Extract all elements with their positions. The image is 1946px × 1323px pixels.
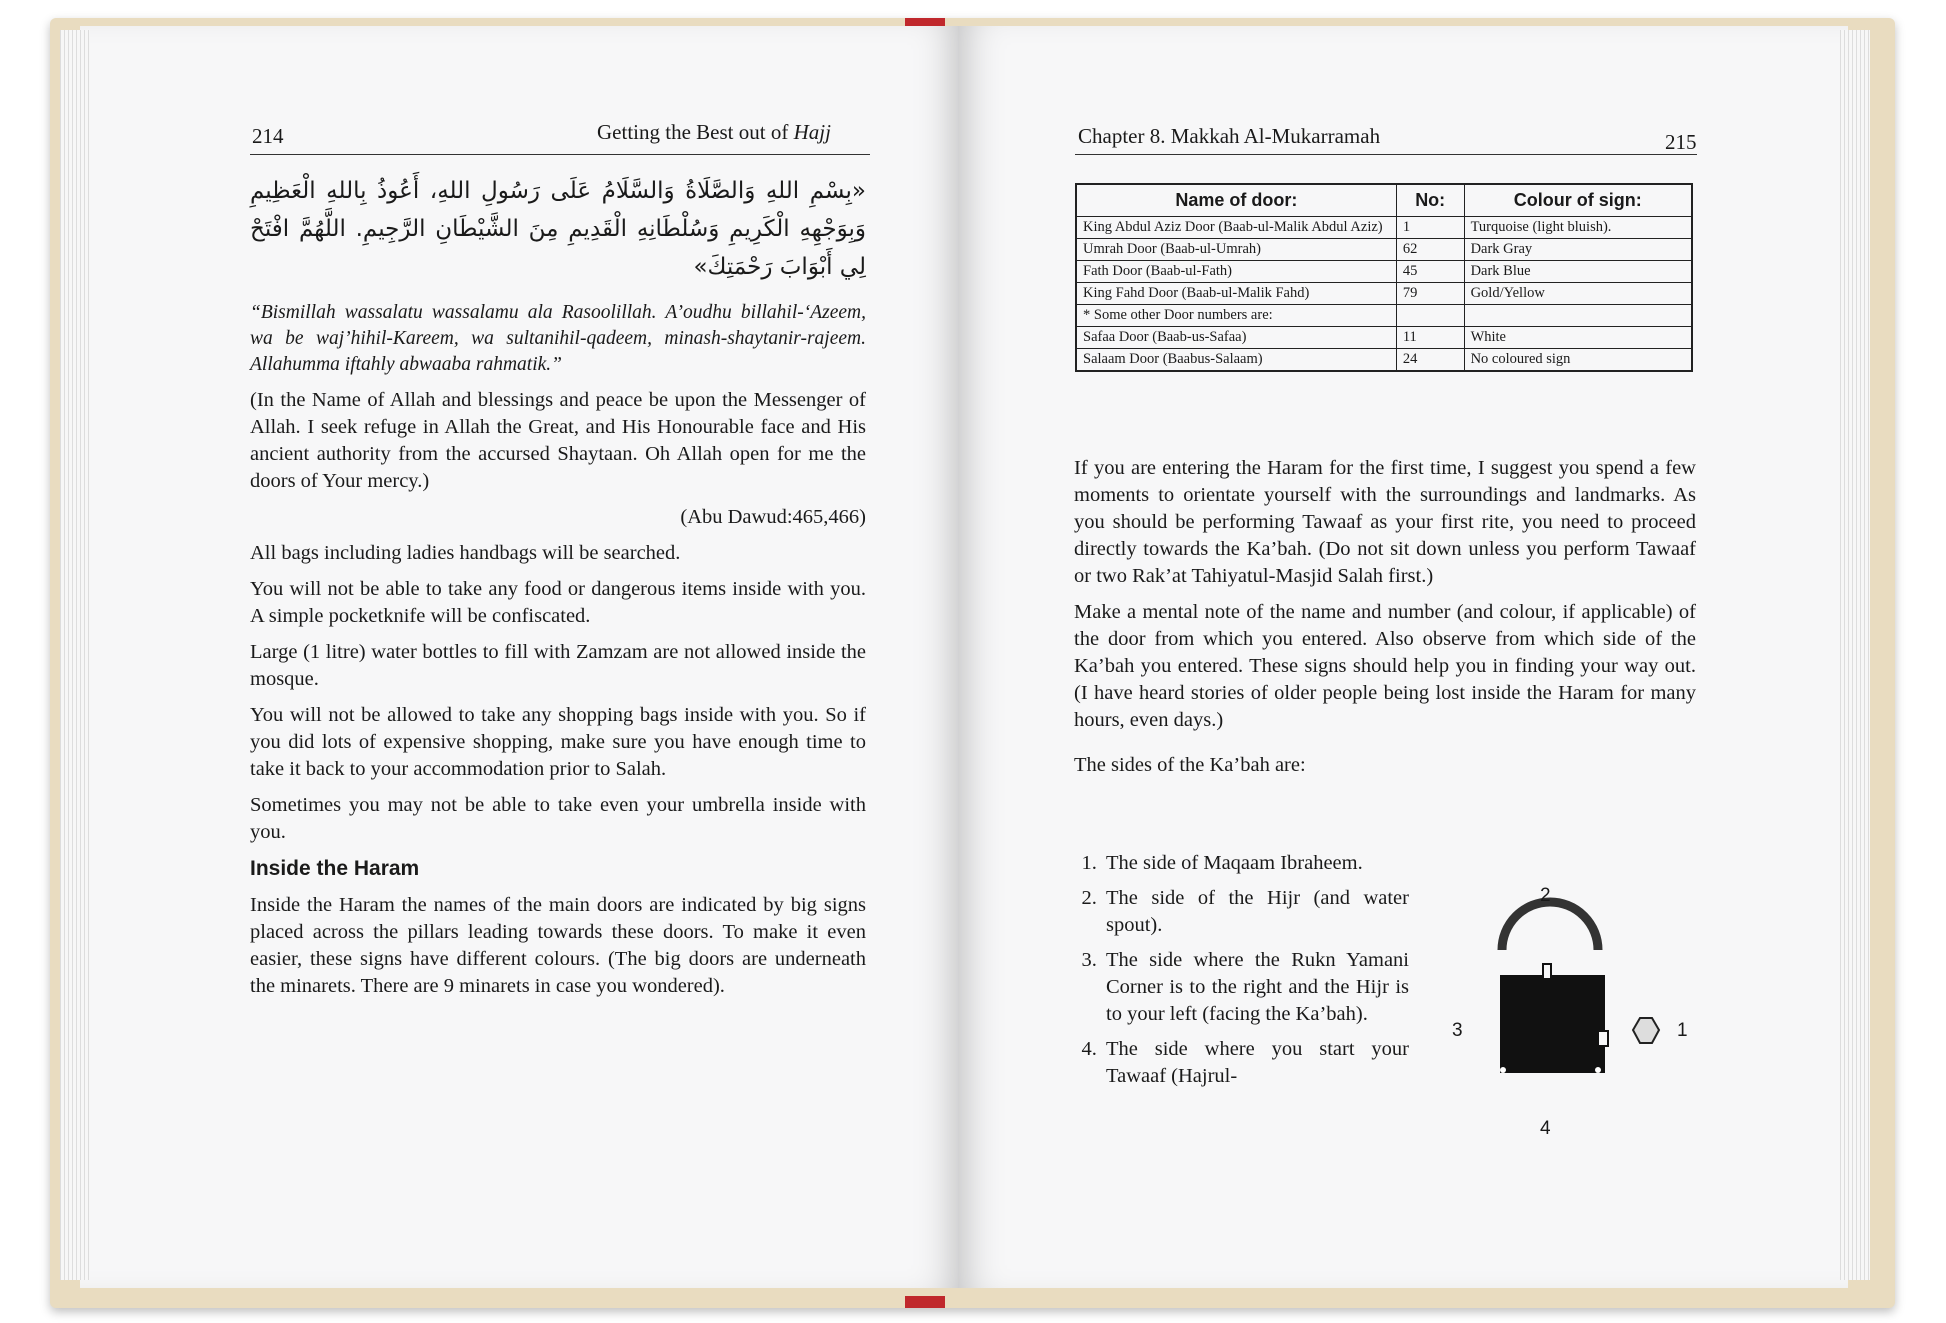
- hadith-reference: (Abu Dawud:465,466): [680, 506, 866, 528]
- right-page-body: [1074, 455, 1696, 788]
- paragraph-mental-note: Make a mental note of the name and number (and colour, if applicable) of the door from which you entered. Also observe from which side of the Ka’bah you entered. These signs should help you in finding your way out. (I have heard stories of older people being lost inside the Haram for many hours, even days.): [1074, 601, 1696, 731]
- sides-list-wrap: [1074, 850, 1409, 1098]
- door-colour-cell: Dark Gray: [1464, 239, 1692, 261]
- paragraph-food: You will not be able to take any food or dangerous items inside with you. A simple pocketknife will be confiscated.: [250, 578, 866, 627]
- paragraph-water: Large (1 litre) water bottles to fill with Zamzam are not allowed inside the mosque.: [250, 641, 866, 690]
- paragraph-inside-haram: Inside the Haram the names of the main doors are indicated by big signs placed across the pillars leading towards these doors. To make it even easier, these signs have different colours. (The big doors are underneath the minarets. There are 9 minarets in case you wondered).: [250, 894, 866, 997]
- door-table-row: [1076, 217, 1692, 239]
- left-page-body: [250, 172, 866, 1009]
- left-page-number: 214: [252, 124, 284, 148]
- door-colour-cell: Gold/Yellow: [1464, 283, 1692, 305]
- maqaam-ibraheem-icon: [1633, 1018, 1659, 1043]
- diagram-label-4: 4: [1540, 1118, 1551, 1139]
- door-table-row: [1076, 349, 1692, 372]
- kabah-door: [1598, 1031, 1608, 1046]
- diagram-label-2: 2: [1540, 885, 1551, 906]
- subheading-inside-haram: Inside the Haram: [250, 857, 420, 880]
- door-number-cell: 11: [1396, 327, 1464, 349]
- door-number-cell: 62: [1396, 239, 1464, 261]
- diagram-label-3: 3: [1452, 1020, 1463, 1041]
- arabic-prayer: «بِسْمِ اللهِ وَالصَّلَاةُ وَالسَّلَامُ عَلَى رَسُولِ اللهِ، أَعُوذُ بِاللهِ الْعَظِيمِ وَبِوَجْهِهِ الْكَرِيمِ وَسُلْطَانِهِ الْقَدِيمِ مِنَ الشَّيْطَانِ الرَّجِيمِ. اللَّهُمَّ افْتَحْ لِي أَبْوَابَ رَحْمَتِكَ»: [250, 178, 866, 280]
- black-stone-marker: [1595, 1067, 1601, 1073]
- diagram-label-1: 1: [1677, 1020, 1688, 1041]
- door-colour-cell: [1464, 305, 1692, 327]
- paragraph-entering: If you are entering the Haram for the first time, I suggest you spend a few moments to orientate yourself with the surroundings and landmarks. As you should be performing Tawaaf as your first rite, you need to proceed directly towards the Ka’bah. (Do not sit down unless you perform Tawaaf or two Rak’at Tahiyatul-Masjid Salah first.): [1074, 457, 1696, 587]
- door-colour-cell: Dark Blue: [1464, 261, 1692, 283]
- paragraph-shopping: You will not be allowed to take any shopping bags inside with you. So if you did lots of expensive shopping, make sure you have enough time to take it back to your accommodation prior to Salah.: [250, 704, 866, 780]
- door-colour-cell: No coloured sign: [1464, 349, 1692, 372]
- door-number-cell: 24: [1396, 349, 1464, 372]
- door-name-cell: Umrah Door (Baab-ul-Umrah): [1076, 239, 1396, 261]
- corner-marker: [1500, 1067, 1506, 1073]
- door-table-row: [1076, 305, 1692, 327]
- left-running-header: Getting the Best out of Hajj: [597, 120, 831, 144]
- kabah-side-item: 4. The side where you start your Tawaaf (Hajrul-: [1102, 1036, 1409, 1090]
- door-table-row: [1076, 239, 1692, 261]
- spine-bottom: [905, 1296, 945, 1308]
- door-name-cell: Salaam Door (Baabus-Salaam): [1076, 349, 1396, 372]
- kabah-side-item: 3. The side where the Rukn Yamani Corner is to the right and the Hijr is to your left (facing the Ka’bah).: [1102, 947, 1409, 1028]
- door-table-row: [1076, 261, 1692, 283]
- door-table: [1075, 183, 1693, 372]
- door-name-cell: Fath Door (Baab-ul-Fath): [1076, 261, 1396, 283]
- left-header-rule: [250, 154, 870, 155]
- sides-list: [1074, 850, 1409, 1090]
- transliteration: “Bismillah wassalatu wassalamu ala Rasoolillah. A’oudhu billahil-‘Azeem, wa be waj’hihil-Kareem, wa sultanihil-qadeem, minash-shaytanir-rajeem. Allahumma iftahly abwaaba rahmatik.”: [250, 302, 866, 375]
- door-colour-cell: Turquoise (light bluish).: [1464, 217, 1692, 239]
- paragraph-umbrella: Sometimes you may not be able to take even your umbrella inside with you.: [250, 794, 866, 843]
- col-header-no: No:: [1396, 184, 1464, 217]
- door-name-cell: Safaa Door (Baab-us-Safaa): [1076, 327, 1396, 349]
- sides-intro: The sides of the Ka’bah are:: [1074, 754, 1306, 776]
- right-header-rule: [1075, 154, 1697, 155]
- door-number-cell: [1396, 305, 1464, 327]
- door-table-row: [1076, 327, 1692, 349]
- right-running-header: Chapter 8. Makkah Al-Mukarramah: [1078, 124, 1381, 148]
- translation: (In the Name of Allah and blessings and peace be upon the Messenger of Allah. I seek refuge in Allah the Great, and His Honourable face and His ancient authority from the accursed Shaytaan. Oh Allah open for me the doors of Your mercy.): [250, 389, 866, 492]
- door-table-row: [1076, 283, 1692, 305]
- hijr-arc: [1502, 902, 1598, 950]
- right-page-number: 215: [1665, 130, 1697, 154]
- kabah-diagram: [1430, 880, 1710, 1140]
- kabah-shape: [1500, 975, 1605, 1073]
- door-table-header: [1076, 184, 1692, 217]
- door-number-cell: 45: [1396, 261, 1464, 283]
- water-spout: [1543, 964, 1551, 979]
- door-number-cell: 79: [1396, 283, 1464, 305]
- right-page-edges: [1840, 30, 1870, 1280]
- col-header-colour: Colour of sign:: [1464, 184, 1692, 217]
- col-header-name: Name of door:: [1076, 184, 1396, 217]
- door-colour-cell: White: [1464, 327, 1692, 349]
- door-number-cell: 1: [1396, 217, 1464, 239]
- kabah-side-item: 2. The side of the Hijr (and water spout).: [1102, 885, 1409, 939]
- left-page-edges: [60, 30, 90, 1280]
- door-name-cell: King Abdul Aziz Door (Baab-ul-Malik Abdul Aziz): [1076, 217, 1396, 239]
- kabah-side-item: 1. The side of Maqaam Ibraheem.: [1102, 850, 1409, 877]
- paragraph-bags: All bags including ladies handbags will be searched.: [250, 542, 681, 564]
- door-name-cell: King Fahd Door (Baab-ul-Malik Fahd): [1076, 283, 1396, 305]
- door-name-cell: * Some other Door numbers are:: [1076, 305, 1396, 327]
